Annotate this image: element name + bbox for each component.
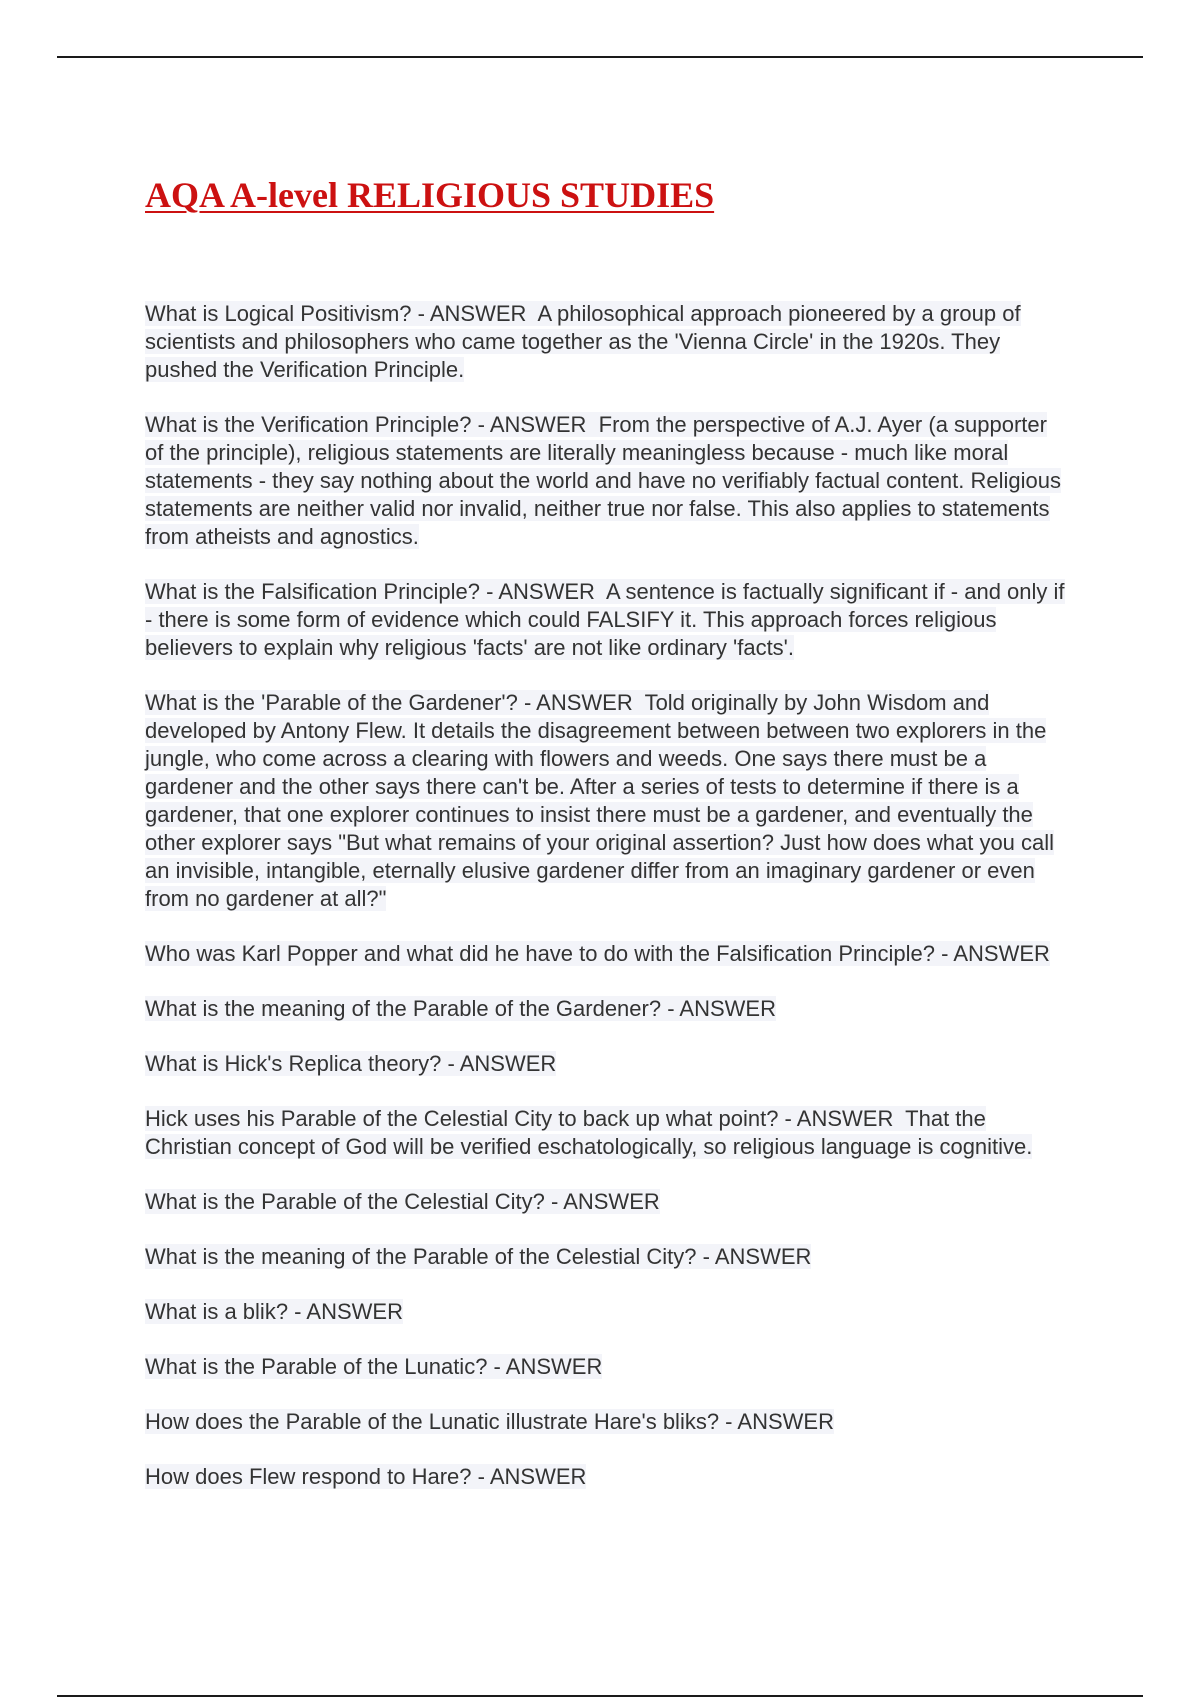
qa-item [145,1243,1065,1271]
qa-question: What is Logical Positivism? - ANSWER [145,301,527,326]
qa-question: What is the meaning of the Parable of the Gardener? - ANSWER [145,996,776,1021]
qa-question: How does Flew respond to Hare? - ANSWER [145,1464,587,1489]
qa-item [145,1463,1065,1491]
qa-question: What is the Parable of the Lunatic? - ANSWER [145,1354,603,1379]
qa-item [145,1050,1065,1078]
qa-question: What is the meaning of the Parable of the Celestial City? - ANSWER [145,1244,812,1269]
qa-item [145,1408,1065,1436]
qa-list [145,300,1065,1518]
document-title: AQA A-level RELIGIOUS STUDIES [145,175,715,215]
qa-answer: That the Christian concept of God will be verified eschatologically, so religious language is cognitive. [145,1106,1033,1159]
bottom-rule [57,1695,1143,1697]
qa-question: Hick uses his Parable of the Celestial City to back up what point? - ANSWER [145,1106,894,1131]
qa-answer: From the perspective of A.J. Ayer (a supporter of the principle), religious statements are literally meaningless because - much like moral statements - they say nothing about the world and have no verifiably factual content. Religious statements are neither valid nor invalid, neither true nor false. This also applies to statements from atheists and agnostics. [145,412,1061,549]
qa-item [145,411,1065,551]
qa-question: What is the Parable of the Celestial City? - ANSWER [145,1189,660,1214]
qa-question: What is Hick's Replica theory? - ANSWER [145,1051,557,1076]
qa-item [145,1105,1065,1161]
qa-item [145,1298,1065,1326]
qa-answer: A philosophical approach pioneered by a group of scientists and philosophers who came together as the 'Vienna Circle' in the 1920s. They pushed the Verification Principle. [145,301,1021,382]
qa-item [145,940,1065,968]
qa-answer: A sentence is factually significant if - and only if - there is some form of evidence which could FALSIFY it. This approach forces religious believers to explain why religious 'facts' are not like ordinary 'facts'. [145,579,1065,660]
qa-question: Who was Karl Popper and what did he have to do with the Falsification Principle? - ANSWER [145,941,1050,966]
top-rule [57,56,1143,58]
qa-answer: Told originally by John Wisdom and developed by Antony Flew. It details the disagreement between between two explorers in the jungle, who come across a clearing with flowers and weeds. One says there must be a gardener and the other says there can't be. After a series of tests to determine if there is a gardener, that one explorer continues to insist there must be a gardener, and eventually the other explorer says "But what remains of your original assertion? Just how does what you call an invisible, intangible, eternally elusive gardener differ from an imaginary gardener or even from no gardener at all?" [145,690,1055,911]
qa-item [145,1188,1065,1216]
qa-question: How does the Parable of the Lunatic illustrate Hare's bliks? - ANSWER [145,1409,834,1434]
qa-question: What is the Verification Principle? - ANSWER [145,412,587,437]
qa-question: What is the Falsification Principle? - ANSWER [145,579,595,604]
qa-item [145,1353,1065,1381]
qa-item [145,300,1065,384]
qa-item [145,578,1065,662]
qa-question: What is a blik? - ANSWER [145,1299,403,1324]
qa-question: What is the 'Parable of the Gardener'? - ANSWER [145,690,633,715]
qa-item [145,689,1065,913]
qa-item [145,995,1065,1023]
